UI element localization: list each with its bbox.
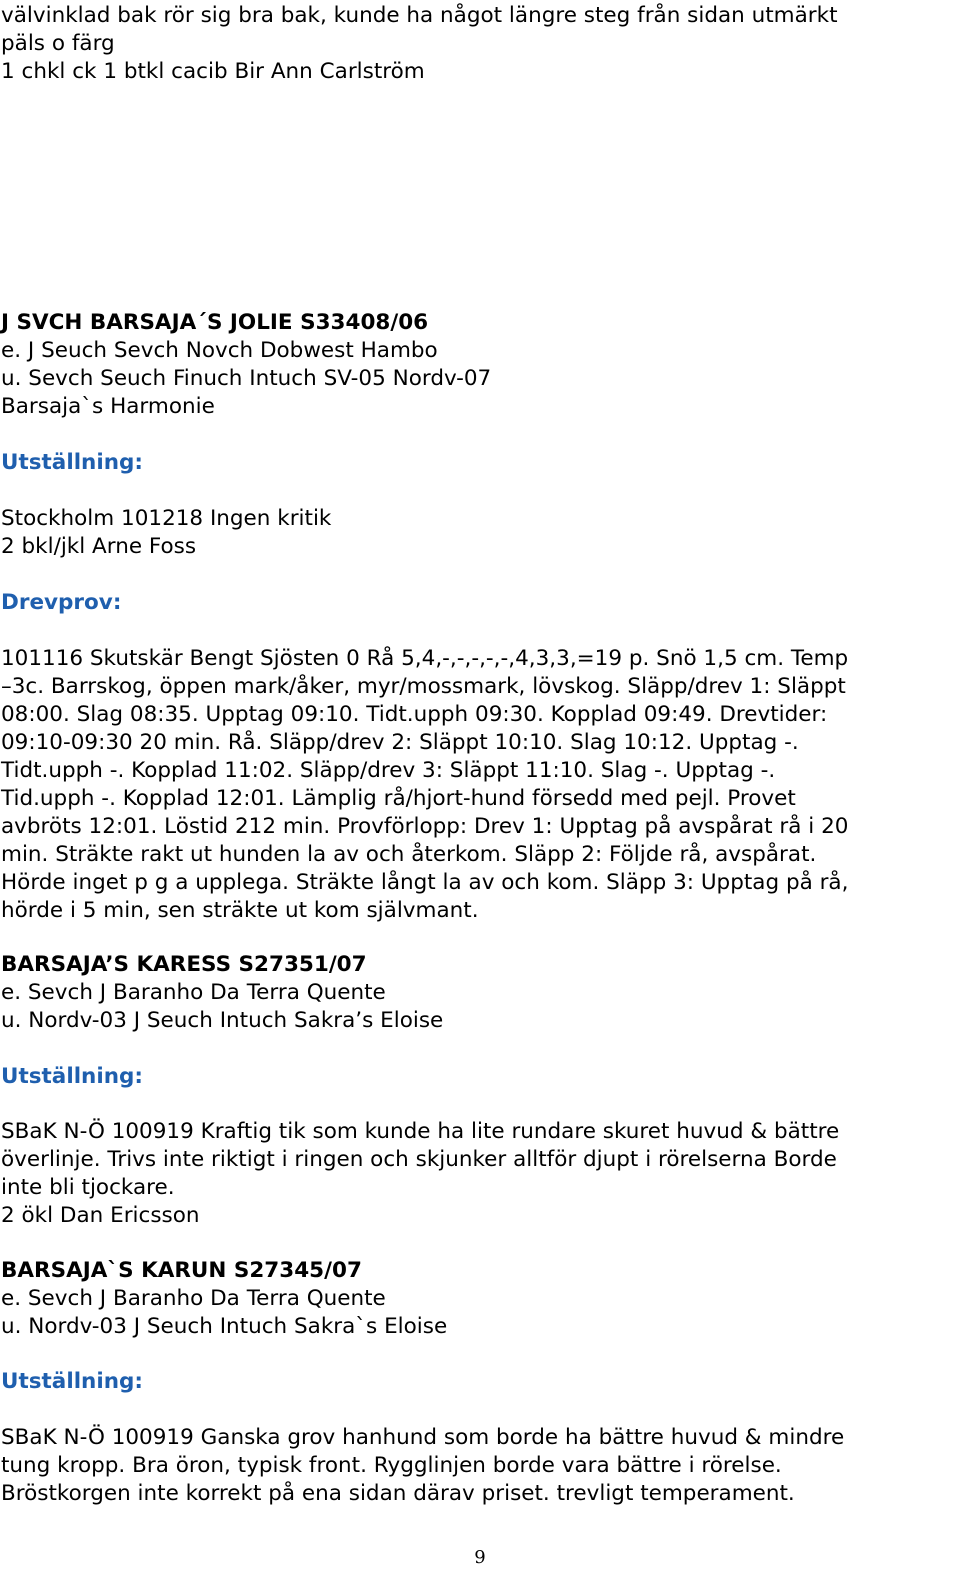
dog3-dam: u. Nordv-03 J Seuch Intuch Sakra`s Eloise	[1, 1314, 448, 1339]
dog2-sire: e. Sevch J Baranho Da Terra Quente	[1, 980, 386, 1005]
dog1-dam: u. Sevch Seuch Finuch Intuch SV-05 Nordv-07	[1, 366, 492, 391]
page-number: 9	[474, 1547, 486, 1568]
dog1-trial-line-7: avbröts 12:01. Löstid 212 min. Provförlopp: Drev 1: Upptag på avspårat rå i 20	[1, 814, 849, 839]
dog3-exhibition-heading: Utställning:	[1, 1369, 144, 1394]
dog2-exhibition-line-1: SBaK N-Ö 100919 Kraftig tik som kunde ha lite rundare skuret huvud & bättre	[1, 1119, 840, 1144]
dog3-exhibition-line-2: tung kropp. Bra öron, typisk front. Rygglinjen borde vara bättre i rörelse.	[1, 1453, 782, 1478]
intro-line-1: välvinklad bak rör sig bra bak, kunde ha något längre steg från sidan utmärkt	[1, 3, 838, 28]
dog3-exhibition-line-1: SBaK N-Ö 100919 Ganska grov hanhund som borde ha bättre huvud & mindre	[1, 1425, 845, 1450]
dog1-trial-line-10: hörde i 5 min, sen sträkte ut kom självmant.	[1, 898, 479, 923]
intro-line-2: päls o färg	[1, 31, 115, 56]
dog1-trial-line-9: Hörde inget p g a upplega. Sträkte långt la av och kom. Släpp 3: Upptag på rå,	[1, 870, 849, 895]
dog2-exhibition-line-3: inte bli tjockare.	[1, 1175, 175, 1200]
dog1-trial-line-6: Tid.upph -. Kopplad 12:01. Lämplig rå/hjort-hund försedd med pejl. Provet	[1, 786, 796, 811]
dog1-trial-heading: Drevprov:	[1, 590, 122, 615]
dog2-exhibition-line-2: överlinje. Trivs inte riktigt i ringen och skjunker alltför djupt i rörelserna Borde	[1, 1147, 837, 1172]
dog1-name: J SVCH BARSAJA´S JOLIE S33408/06	[1, 310, 429, 335]
dog1-trial-line-4: 09:10-09:30 20 min. Rå. Släpp/drev 2: Släppt 10:10. Slag 10:12. Upptag -.	[1, 730, 799, 755]
dog3-name: BARSAJA`S KARUN S27345/07	[1, 1258, 362, 1283]
dog1-trial-line-8: min. Sträkte rakt ut hunden la av och återkom. Släpp 2: Följde rå, avspårat.	[1, 842, 817, 867]
dog1-dam-extra: Barsaja`s Harmonie	[1, 394, 215, 419]
dog2-name: BARSAJA’S KARESS S27351/07	[1, 952, 367, 977]
dog1-sire: e. J Seuch Sevch Novch Dobwest Hambo	[1, 338, 438, 363]
dog1-trial-line-2: –3c. Barrskog, öppen mark/åker, myr/mossmark, lövskog. Släpp/drev 1: Släppt	[1, 674, 846, 699]
dog1-exhibition-line-1: Stockholm 101218 Ingen kritik	[1, 506, 332, 531]
intro-line-3: 1 chkl ck 1 btkl cacib Bir Ann Carlström	[1, 59, 425, 84]
dog1-trial-line-5: Tidt.upph -. Kopplad 11:02. Släpp/drev 3: Släppt 11:10. Slag -. Upptag -.	[1, 758, 776, 783]
dog1-exhibition-heading: Utställning:	[1, 450, 144, 475]
dog3-sire: e. Sevch J Baranho Da Terra Quente	[1, 1286, 386, 1311]
dog1-trial-line-3: 08:00. Slag 08:35. Upptag 09:10. Tidt.upph 09:30. Kopplad 09:49. Drevtider:	[1, 702, 828, 727]
dog3-exhibition-line-3: Bröstkorgen inte korrekt på ena sidan därav priset. trevligt temperament.	[1, 1481, 795, 1506]
dog2-exhibition-line-4: 2 ökl Dan Ericsson	[1, 1203, 200, 1228]
dog1-exhibition-line-2: 2 bkl/jkl Arne Foss	[1, 534, 197, 559]
dog2-exhibition-heading: Utställning:	[1, 1064, 144, 1089]
dog1-trial-line-1: 101116 Skutskär Bengt Sjösten 0 Rå 5,4,-,-,-,-,-,4,3,3,=19 p. Snö 1,5 cm. Temp	[1, 646, 849, 671]
dog2-dam: u. Nordv-03 J Seuch Intuch Sakra’s Eloise	[1, 1008, 444, 1033]
